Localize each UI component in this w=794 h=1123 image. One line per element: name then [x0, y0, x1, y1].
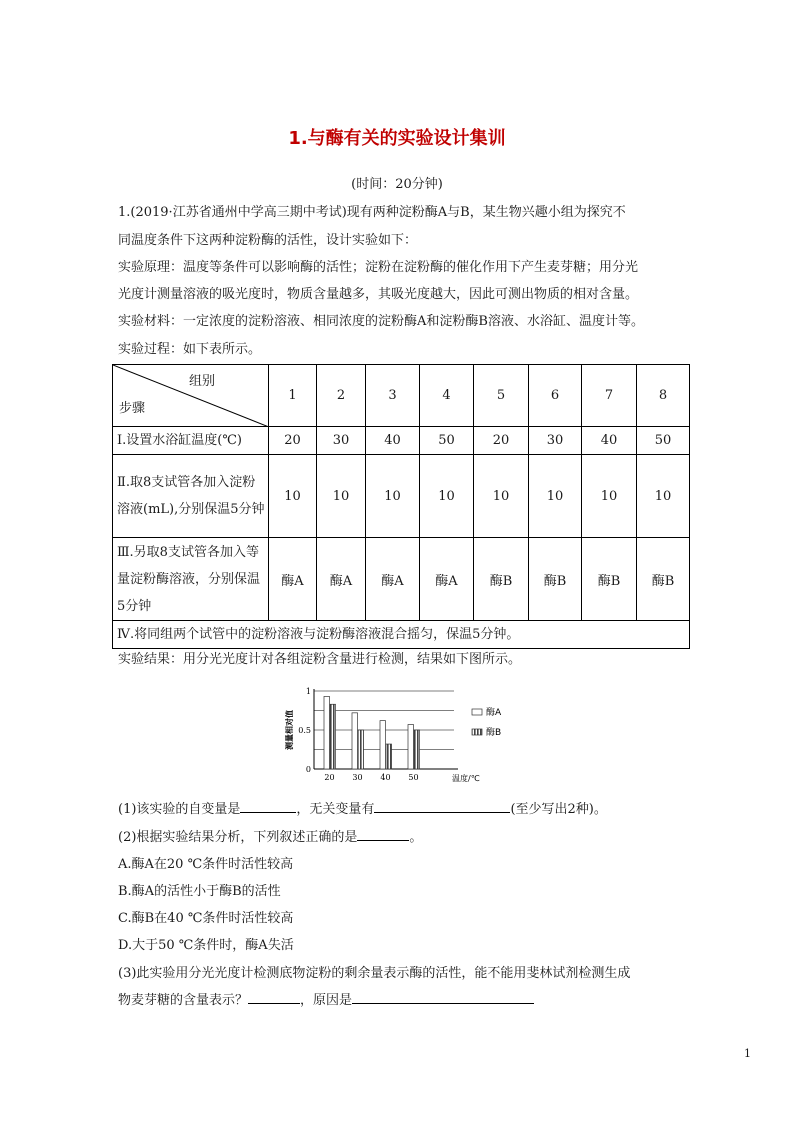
bar-enzyme-a: [352, 713, 358, 769]
bar-enzyme-a: [408, 725, 414, 769]
y-tick-label: 0.5: [298, 726, 311, 735]
group-header: 8: [637, 365, 690, 427]
legend-label: 酶B: [486, 728, 502, 738]
experiment-table: [112, 364, 690, 649]
bar-enzyme-a: [380, 721, 386, 769]
answer-blank[interactable]: [357, 828, 409, 841]
question-intro-line1: 1.(2019·江苏省通州中学高三期中考试)现有两种淀粉酶A与B，某生物兴趣小组为探究不: [118, 205, 626, 220]
table-row: [113, 427, 690, 455]
table-cell: 酶A: [420, 538, 474, 621]
table-cell: 10: [420, 455, 474, 538]
step-4-cell: Ⅳ.将同组两个试管中的淀粉溶液与淀粉酶溶液混合摇匀，保温5分钟。: [113, 621, 690, 649]
table-cell: 10: [637, 455, 690, 538]
answer-blank[interactable]: [248, 991, 300, 1004]
group-header: 1: [269, 365, 317, 427]
table-cell: 40: [582, 427, 637, 455]
bar-enzyme-b: [358, 730, 364, 769]
table-cell: 10: [529, 455, 582, 538]
page-number: 1: [744, 1047, 751, 1060]
table-cell: 酶A: [269, 538, 317, 621]
question-3-line1: (3)此实验用分光光度计检测底物淀粉的剩余量表示酶的活性，能不能用斐林试剂检测生成: [118, 966, 631, 981]
bar-enzyme-b: [330, 704, 336, 769]
bar-enzyme-b: [386, 744, 392, 769]
table-cell: 10: [317, 455, 366, 538]
group-header: 5: [474, 365, 529, 427]
legend-label: 酶A: [486, 708, 502, 718]
table-cell: 酶B: [582, 538, 637, 621]
table-row: [113, 621, 690, 649]
principle-line2: 光度计测量溶液的吸光度时，物质含量越多，其吸光度越大，因此可测出物质的相对含量。: [118, 287, 639, 302]
table-cell: 30: [529, 427, 582, 455]
result-line: 实验结果：用分光光度计对各组淀粉含量进行检测，结果如下图所示。: [118, 652, 522, 667]
q1-text-b: ，无关变量有: [296, 802, 375, 817]
table-cell: 10: [474, 455, 529, 538]
option-c: C.酶B在40 ℃条件时活性较高: [118, 911, 294, 926]
group-header: 4: [420, 365, 474, 427]
question-1: [118, 798, 607, 817]
group-header: 7: [582, 365, 637, 427]
question-2: [118, 826, 422, 845]
legend-swatch: [472, 729, 482, 735]
q2-end: 。: [409, 830, 423, 845]
group-header: 6: [529, 365, 582, 427]
answer-blank[interactable]: [240, 800, 296, 813]
header-group-label: 组别: [189, 374, 216, 389]
header-step-label: 步骤: [119, 401, 146, 416]
table-cell: 30: [317, 427, 366, 455]
table-cell: 酶B: [474, 538, 529, 621]
question-intro-line2: 同温度条件下这两种淀粉酶的活性，设计实验如下：: [118, 233, 418, 248]
x-axis-label: 温度/℃: [452, 774, 480, 783]
table-cell: 10: [269, 455, 317, 538]
option-b: B.酶A的活性小于酶B的活性: [118, 884, 281, 899]
process-line: 实验过程：如下表所示。: [118, 342, 262, 357]
bar-enzyme-b: [414, 730, 420, 769]
q1-text-a: (1)该实验的自变量是: [118, 802, 241, 817]
table-cell: 50: [420, 427, 474, 455]
q3-text-a: 物麦芽糖的含量表示？: [118, 993, 249, 1008]
table-header-row: [113, 365, 690, 427]
page-title: 1.与酶有关的实验设计集训: [288, 128, 506, 149]
question-3-line2: [118, 989, 534, 1008]
table-cell: 酶B: [637, 538, 690, 621]
table-row: [113, 455, 690, 538]
y-tick-label: 0: [305, 765, 311, 774]
table-cell: 10: [366, 455, 420, 538]
y-tick-label: 1: [305, 687, 311, 696]
answer-blank[interactable]: [374, 800, 510, 813]
option-a: A.酶A在20 ℃条件时活性较高: [118, 857, 294, 872]
x-tick-label: 50: [408, 773, 419, 782]
option-d: D.大于50 ℃条件时，酶A失活: [118, 938, 294, 953]
table-cell: 酶A: [366, 538, 420, 621]
table-diagonal-header: [113, 365, 269, 427]
table-cell: 酶B: [529, 538, 582, 621]
time-limit: (时间：20分钟): [351, 177, 443, 192]
principle-line1: 实验原理：温度等条件可以影响酶的活性；淀粉在淀粉酶的催化作用下产生麦芽糖；用分光: [118, 260, 639, 275]
y-axis-label: 测量相对值: [285, 710, 294, 750]
step-label: Ⅰ.设置水浴缸温度(℃): [113, 427, 269, 455]
table-cell: 20: [474, 427, 529, 455]
x-tick-label: 30: [352, 773, 363, 782]
table-cell: 酶A: [317, 538, 366, 621]
q3-text-b: ，原因是: [300, 993, 353, 1008]
table-row: [113, 538, 690, 621]
x-tick-label: 40: [380, 773, 391, 782]
q1-text-c: (至少写出2种)。: [510, 802, 607, 817]
materials-line: 实验材料：一定浓度的淀粉溶液、相同浓度的淀粉酶A和淀粉酶B溶液、水浴缸、温度计等。: [118, 314, 644, 329]
step-label: Ⅲ.另取8支试管各加入等量淀粉酶溶液，分别保温5分钟: [113, 538, 269, 621]
answer-blank[interactable]: [352, 991, 534, 1004]
step-label: Ⅱ.取8支试管各加入淀粉溶液(mL),分别保温5分钟: [113, 455, 269, 538]
table-cell: 50: [637, 427, 690, 455]
table-cell: 20: [269, 427, 317, 455]
legend-swatch: [472, 709, 482, 715]
q2-text: (2)根据实验结果分析，下列叙述正确的是: [118, 830, 358, 845]
x-tick-label: 20: [324, 773, 335, 782]
table-cell: 10: [582, 455, 637, 538]
group-header: 2: [317, 365, 366, 427]
bar-enzyme-a: [324, 696, 330, 769]
group-header: 3: [366, 365, 420, 427]
table-cell: 40: [366, 427, 420, 455]
enzyme-activity-chart: [282, 683, 522, 787]
